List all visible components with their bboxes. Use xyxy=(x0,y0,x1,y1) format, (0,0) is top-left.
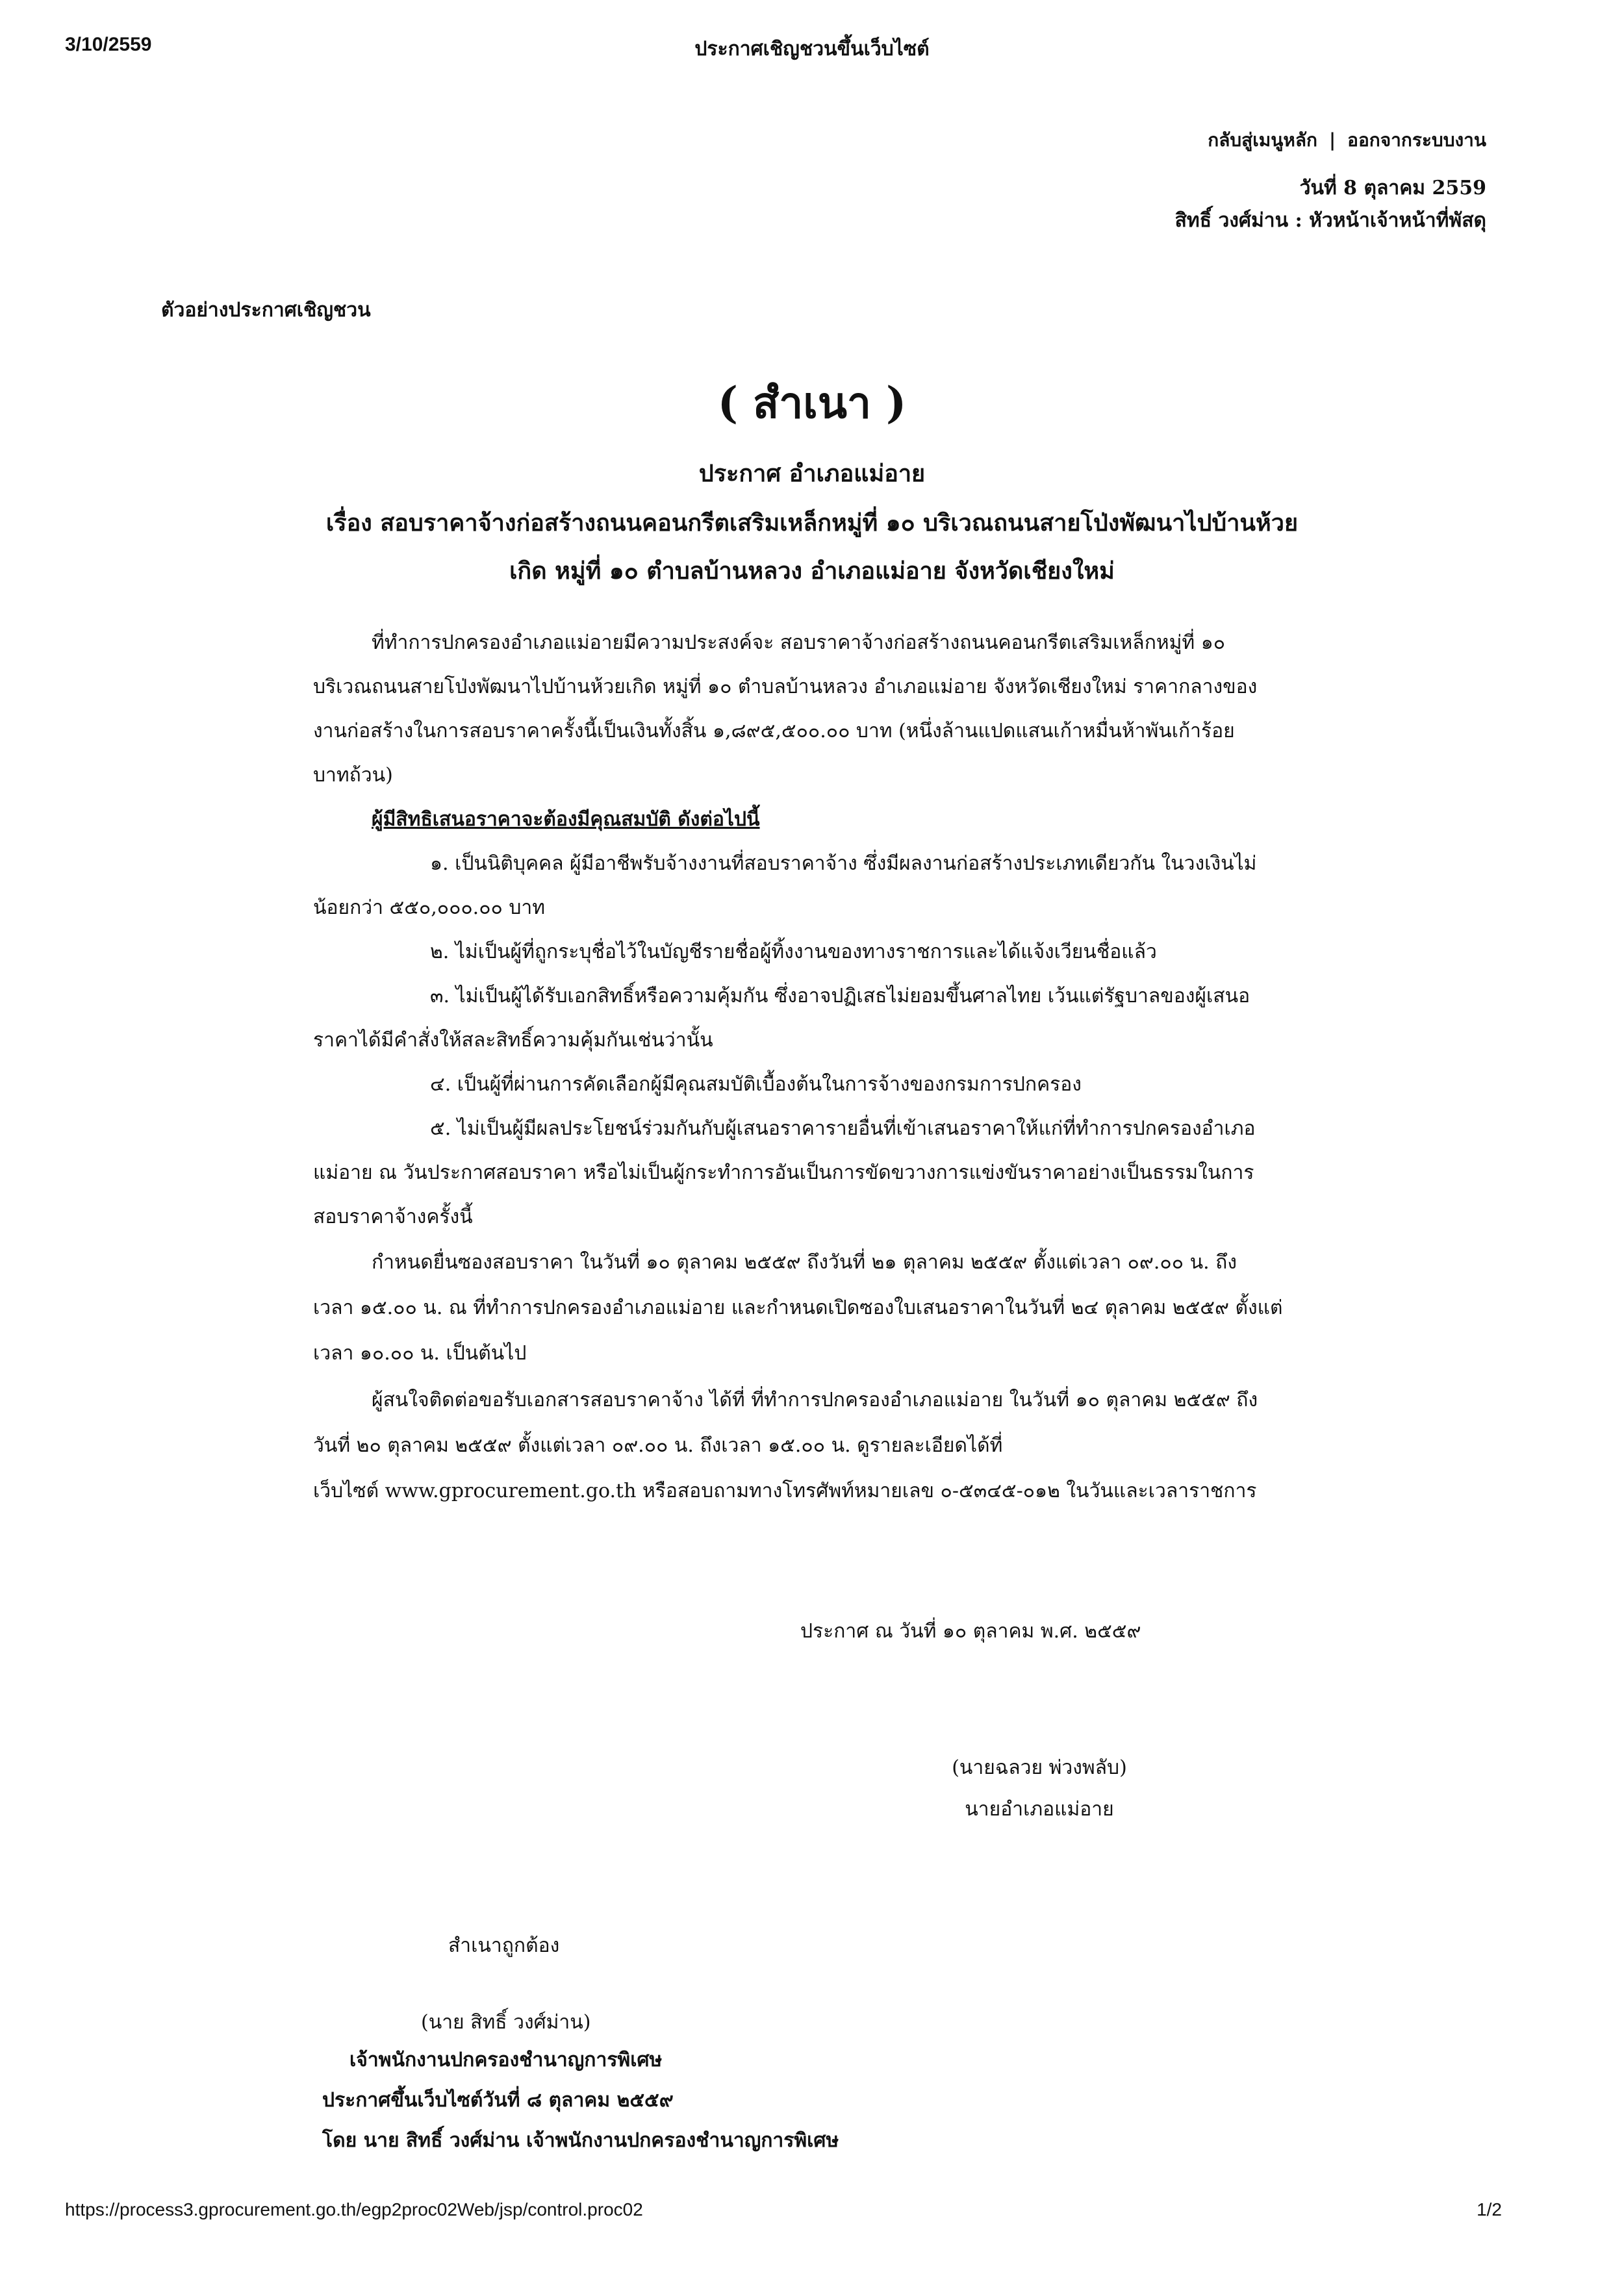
contact-line-1: ผู้สนใจติดต่อขอรับเอกสารสอบราคาจ้าง ได้ที่ ที่ทำการปกครองอำเภอแม่อาย ในวันที่ ๑๐ ตุลาคม ๒๕๕๙ ถึง xyxy=(372,1389,1258,1411)
body-p1-line-4: บาทถ้วน) xyxy=(313,764,393,787)
session-user: สิทธิ์ วงศ์ม่าน : หัวหน้าเจ้าหน้าที่พัสดุ xyxy=(1174,209,1486,232)
nav-separator: | xyxy=(1328,129,1336,151)
posted-line: ประกาศขึ้นเว็บไซต์วันที่ ๘ ตุลาคม ๒๕๕๙ xyxy=(322,2089,674,2112)
footer-url: https://process3.gprocurement.go.th/egp2proc02Web/jsp/control.proc02 xyxy=(65,2199,643,2219)
schedule-line-2: เวลา ๑๕.๐๐ น. ณ ที่ทำการปกครองอำเภอแม่อาย และกำหนดเปิดซองใบเสนอราคาในวันที่ ๒๔ ตุลาคม ๒๕๕๙ ตั้งแต่ xyxy=(313,1296,1283,1319)
contact-line-3: เว็บไซต์ www.gprocurement.go.th หรือสอบถามทางโทรศัพท์หมายเลข ๐-๕๓๔๕-๐๑๒ ในวันและเวลาราชการ xyxy=(313,1480,1257,1502)
body-p1-line-3: งานก่อสร้างในการสอบราคาครั้งนี้เป็นเงินทั้งสิ้น ๑,๘๙๕,๕๐๐.๐๐ บาท (หนึ่งล้านแปดแสนเก้าหมื่นห้าพันเก้าร้อย xyxy=(313,720,1235,742)
announcer: ประกาศ อำเภอแม่อาย xyxy=(698,460,926,487)
qualification-5-line-1: ๕. ไม่เป็นผู้มีผลประโยชน์ร่วมกันกับผู้เสนอราคารายอื่นที่เข้าเสนอราคาให้แก่ที่ทำการปกครองอำเภอ xyxy=(430,1117,1256,1140)
print-date: 3/10/2559 xyxy=(65,34,152,55)
qualification-2: ๒. ไม่เป็นผู้ที่ถูกระบุชื่อไว้ในบัญชีรายชื่อผู้ทิ้งงานของทางราชการและได้แจ้งเวียนชื่อแล้ว xyxy=(430,941,1157,963)
qualification-3-line-2: ราคาได้มีคำสั่งให้สละสิทธิ์ความคุ้มกันเช่นว่านั้น xyxy=(313,1029,713,1052)
logout-link[interactable]: ออกจากระบบงาน xyxy=(1347,129,1486,151)
contact-line-2: วันที่ ๒๐ ตุลาคม ๒๕๕๙ ตั้งแต่เวลา ๐๙.๐๐ น. ถึงเวลา ๑๕.๐๐ น. ดูรายละเอียดได้ที่ xyxy=(313,1434,1003,1457)
certified-copy: สำเนาถูกต้อง xyxy=(448,1934,560,1957)
top-nav xyxy=(1208,126,1486,155)
schedule-line-3: เวลา ๑๐.๐๐ น. เป็นต้นไป xyxy=(313,1342,527,1365)
qualification-5-line-2: แม่อาย ณ วันประกาศสอบราคา หรือไม่เป็นผู้กระทำการอันเป็นการขัดขวางการแข่งขันราคาอย่างเป็นธรรมในการ xyxy=(313,1161,1254,1184)
qualification-4: ๔. เป็นผู้ที่ผ่านการคัดเลือกผู้มีคุณสมบัติเบื้องต้นในการจ้างของกรมการปกครอง xyxy=(430,1073,1082,1096)
print-title: ประกาศเชิญชวนขึ้นเว็บไซต์ xyxy=(694,38,930,60)
announced-date: ประกาศ ณ วันที่ ๑๐ ตุลาคม พ.ศ. ๒๕๕๙ xyxy=(800,1620,1141,1643)
certifier-title: เจ้าพนักงานปกครองชำนาญการพิเศษ xyxy=(349,2049,663,2071)
sample-label: ตัวอย่างประกาศเชิญชวน xyxy=(161,299,371,322)
qualification-1-line-1: ๑. เป็นนิติบุคคล ผู้มีอาชีพรับจ้างงานที่สอบราคาจ้าง ซึ่งมีผลงานก่อสร้างประเภทเดียวกัน ในวงเงินไม่ xyxy=(430,852,1257,875)
session-date: วันที่ 8 ตุลาคม 2559 xyxy=(1299,177,1486,199)
subject-line-2: เกิด หมู่ที่ ๑๐ ตำบลบ้านหลวง อำเภอแม่อาย จังหวัดเชียงใหม่ xyxy=(509,557,1115,585)
posted-by: โดย นาย สิทธิ์ วงศ์ม่าน เจ้าพนักงานปกครองชำนาญการพิเศษ xyxy=(322,2129,839,2152)
schedule-line-1: กำหนดยื่นซองสอบราคา ในวันที่ ๑๐ ตุลาคม ๒๕๕๙ ถึงวันที่ ๒๑ ตุลาคม ๒๕๕๙ ตั้งแต่เวลา ๐๙.๐๐ น. ถึง xyxy=(372,1251,1237,1274)
signer-name: (นายฉลวย พ่วงพลับ) xyxy=(952,1756,1127,1779)
body-p1-line-1: ที่ทำการปกครองอำเภอแม่อายมีความประสงค์จะ สอบราคาจ้างก่อสร้างถนนคอนกรีตเสริมเหล็กหมู่ที่ ๑๐ xyxy=(372,631,1226,654)
signer-title: นายอำเภอแม่อาย xyxy=(965,1798,1114,1821)
certifier-name: (นาย สิทธิ์ วงศ์ม่าน) xyxy=(421,2011,591,2034)
copy-mark: ( สำเนา ) xyxy=(717,377,907,428)
qualification-1-line-2: น้อยกว่า ๕๕๐,๐๐๐.๐๐ บาท xyxy=(313,896,546,919)
qualification-heading: ผู้มีสิทธิเสนอราคาจะต้องมีคุณสมบัติ ดังต่อไปนี้ xyxy=(372,808,760,831)
back-to-menu-link[interactable]: กลับสู่เมนูหลัก xyxy=(1208,129,1317,151)
qualification-3-line-1: ๓. ไม่เป็นผู้ได้รับเอกสิทธิ์หรือความคุ้มกัน ซึ่งอาจปฏิเสธไม่ยอมขึ้นศาลไทย เว้นแต่รัฐบาลของผู้เสนอ xyxy=(430,985,1250,1007)
subject-line-1: เรื่อง สอบราคาจ้างก่อสร้างถนนคอนกรีตเสริมเหล็กหมู่ที่ ๑๐ บริเวณถนนสายโป่งพัฒนาไปบ้านห้วย xyxy=(325,509,1299,537)
body-p1-line-2: บริเวณถนนสายโป่งพัฒนาไปบ้านห้วยเกิด หมู่ที่ ๑๐ ตำบลบ้านหลวง อำเภอแม่อาย จังหวัดเชียงใหม่ ราคากลางของ xyxy=(313,676,1258,698)
qualification-5-line-3: สอบราคาจ้างครั้งนี้ xyxy=(313,1206,473,1228)
footer-page: 1/2 xyxy=(1477,2199,1502,2219)
